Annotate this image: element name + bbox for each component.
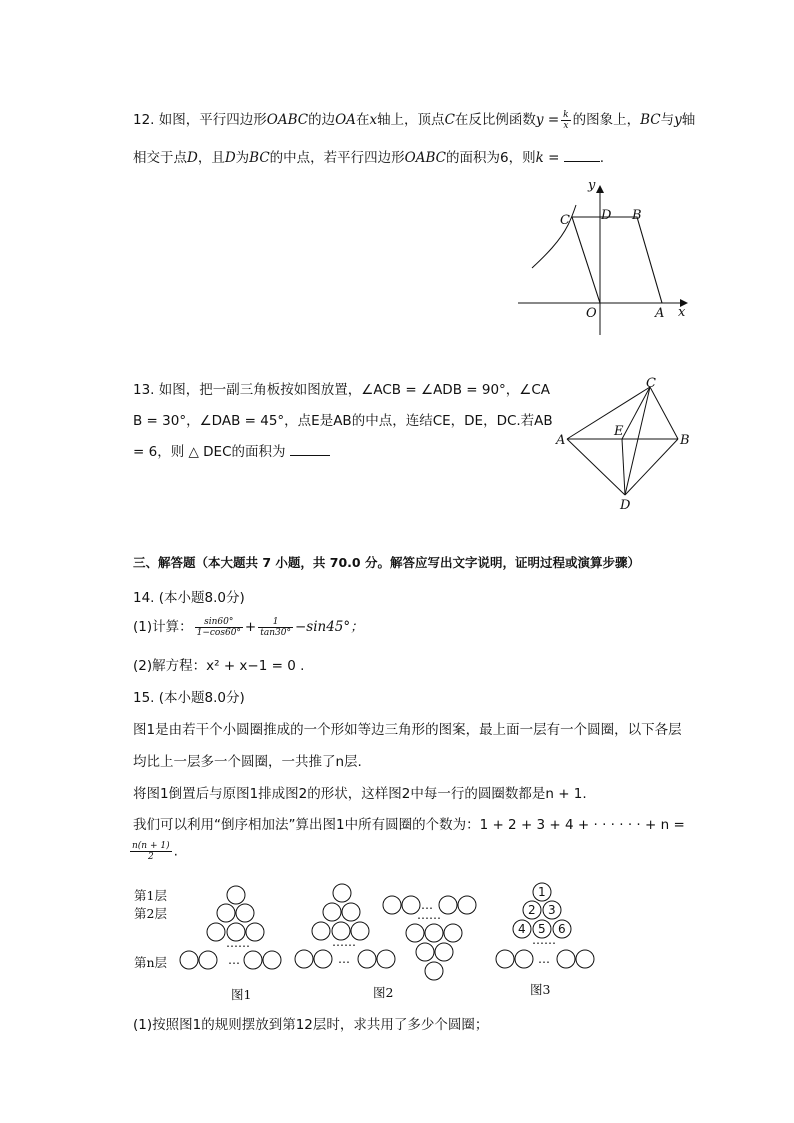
dots-fig2-inverted: …… — [417, 908, 441, 922]
dots-fig2-top: … — [421, 898, 433, 912]
label-b: B — [632, 208, 642, 223]
q15-line1: 图1是由若干个小圆圈推成的一个形如等边三角形的图案，最上面一层有一个圆圈，以下各层 — [133, 722, 682, 738]
dots-fig3-row: …… — [532, 933, 556, 947]
q15-line2: 均比上一层多一个圆圈，一共推了n层. — [133, 754, 362, 770]
y-axis-arrow-icon — [596, 185, 604, 193]
q12-figure — [510, 175, 700, 340]
q12-line1: 12. 如图，平行四边形OABC的边OA在x轴上，顶点C在反比例函数y = $\frac{k}{x}$ 的图象上，BC与y轴 — [133, 109, 696, 131]
dots-fig1-bottom: … — [228, 953, 240, 967]
q13-line1: 13. 如图，把一副三角板按如图放置，∠ACB = ∠ADB = 90°，∠CA — [133, 382, 551, 398]
fraction-sum: $\frac{n(n + 1)}{2}$ — [132, 841, 170, 862]
label-e: E — [614, 424, 624, 439]
label-y: y — [588, 178, 596, 193]
parallelogram-oabc — [572, 217, 662, 303]
label-b: B — [680, 433, 690, 448]
q12-line2: 相交于点D，且D为BC的中点，若平行四边形OABC的面积为6，则k = . — [133, 150, 604, 166]
q15-line5: $\frac{n(n + 1)}{2}$ . — [132, 841, 178, 862]
label-a: A — [556, 433, 566, 448]
label-d: D — [601, 208, 612, 223]
q15-line3: 将图1倒置后与原图1排成图2的形状，这样图2中每一行的圆圈数都是n + 1. — [133, 786, 587, 802]
answer-blank[interactable] — [564, 161, 600, 162]
q15-header: 15. (本小题8.0分) — [133, 690, 245, 706]
answer-blank[interactable] — [290, 455, 330, 456]
svg-text:1: 1 — [538, 885, 546, 899]
label-layer2: 第2层 — [134, 906, 167, 921]
label-c: C — [646, 376, 656, 391]
label-x: x — [678, 305, 686, 320]
svg-text:6: 6 — [558, 922, 566, 936]
svg-text:3: 3 — [548, 903, 556, 917]
q13-line3: = 6，则 △ DEC的面积为 — [133, 440, 330, 460]
label-o: O — [586, 306, 597, 321]
q13-figure — [550, 375, 700, 515]
q13-line2: B = 30°，∠DAB = 45°，点E是AB的中点，连结CE，DE，DC.若AB — [133, 413, 553, 429]
caption-fig1: 图1 — [231, 987, 252, 1002]
fraction-tan30: $\frac{1}{\tan 30^\circ}$ — [260, 616, 291, 638]
svg-text:4: 4 — [518, 922, 526, 936]
section-title: 三、解答题（本大题共 7 小题，共 70.0 分。解答应写出文字说明，证明过程或演算步骤） — [133, 555, 640, 570]
fraction-sin60: $\frac{\sin 60^\circ}{1-\cos 60^\circ}$ — [196, 616, 241, 638]
label-a: A — [655, 306, 665, 321]
q14-header: 14. (本小题8.0分) — [133, 590, 245, 606]
svg-text:5: 5 — [538, 922, 546, 936]
dots-fig2-row: …… — [332, 935, 356, 949]
inverse-function-fraction: $\frac{k}{x}$ — [563, 109, 569, 131]
label-layern: 第n层 — [134, 955, 168, 970]
dots-fig3-bottom: … — [538, 952, 550, 966]
q15-line4: 我们可以利用“倒序相加法”算出图1中所有圆圈的个数为：1 + 2 + 3 + 4 + · · · · · · + n = — [133, 817, 685, 833]
q14-part1: (1)计算： $\frac{\sin 60^\circ}{1-\cos 60^\circ}$ + $\frac{1}{\tan 30^\circ}$ −sin45°； — [133, 616, 364, 638]
label-layer1: 第1层 — [134, 888, 167, 903]
caption-fig3: 图3 — [530, 982, 551, 997]
q14-part2: (2)解方程：x² + x−1 = 0 . — [133, 658, 305, 674]
circle-figures — [170, 878, 610, 983]
q15-part1: (1)按照图1的规则摆放到第12层时，求共用了多少个圆圈； — [133, 1017, 489, 1033]
label-d: D — [620, 498, 631, 513]
label-c: C — [560, 213, 570, 228]
dots-fig2-bottom: … — [338, 952, 350, 966]
dots-fig1-row: …… — [226, 936, 250, 950]
caption-fig2: 图2 — [373, 985, 394, 1000]
svg-text:2: 2 — [528, 903, 536, 917]
